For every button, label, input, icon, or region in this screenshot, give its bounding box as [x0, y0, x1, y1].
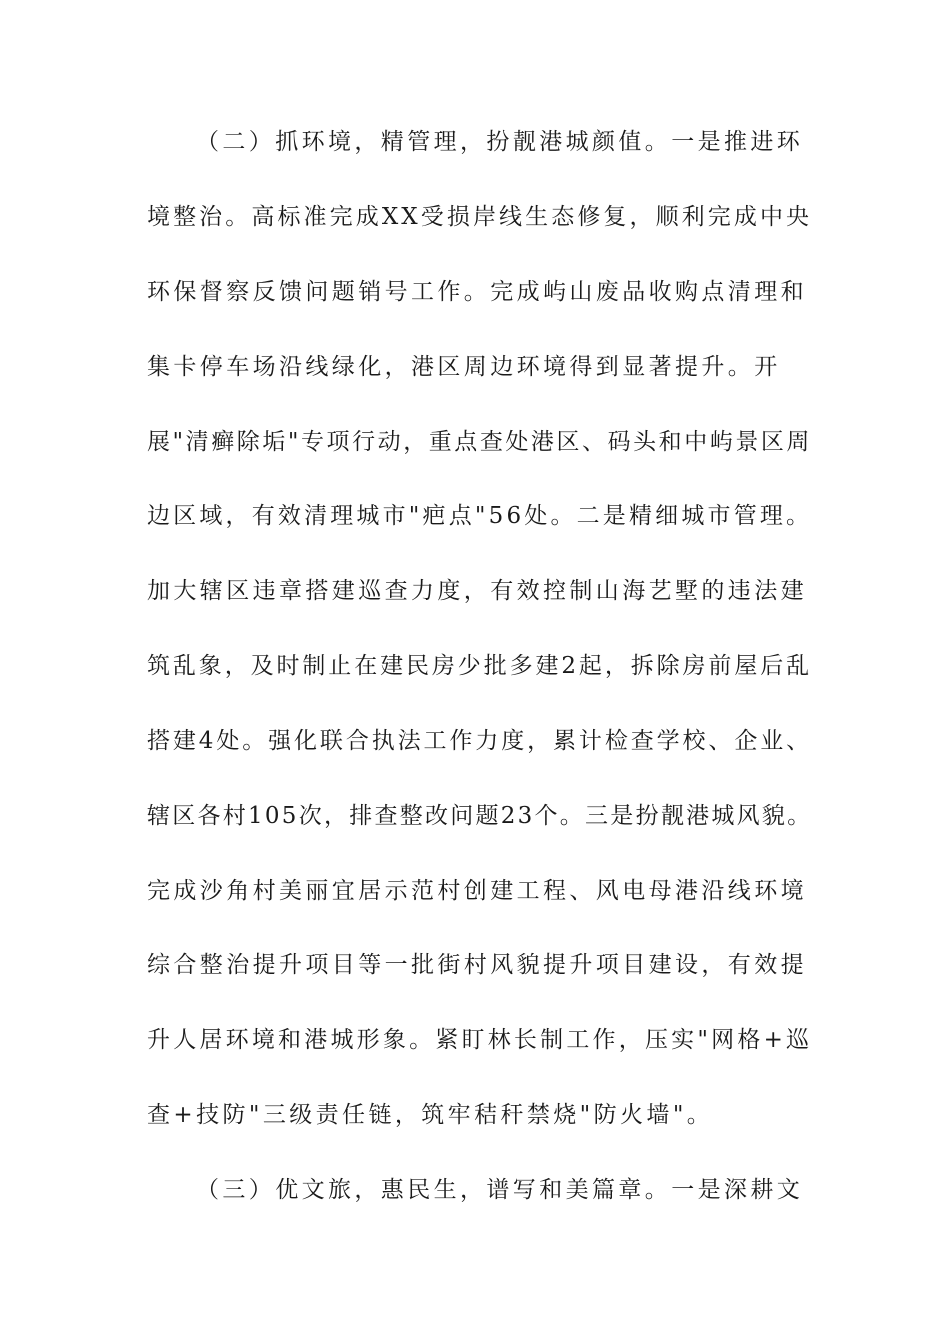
paragraph-2-line-14: 查+技防"三级责任链，筑牢秸秆禁烧"防火墙"。 [147, 1102, 714, 1128]
paragraph-2-line-11: 完成沙角村美丽宜居示范村创建工程、风电母港沿线环境 [147, 878, 807, 904]
paragraph-2-line-10: 辖区各村105次，排查整改问题23个。三是扮靓港城风貌。 [147, 803, 813, 829]
paragraph-2-line-1: （二）抓环境，精管理，扮靓港城颜值。一是推进环 [196, 129, 804, 155]
paragraph-2-line-9: 搭建4处。强化联合执法工作力度，累计检查学校、企业、 [147, 728, 813, 754]
paragraph-2-line-8: 筑乱象，及时制止在建民房少批多建2起，拆除房前屋后乱 [147, 653, 813, 679]
paragraph-2-line-7: 加大辖区违章搭建巡查力度，有效控制山海艺墅的违法建 [147, 578, 807, 604]
paragraph-2-line-5: 展"清癣除垢"专项行动，重点查处港区、码头和中屿景区周 [147, 429, 812, 455]
paragraph-3-line-1: （三）优文旅，惠民生，谱写和美篇章。一是深耕文 [196, 1177, 804, 1203]
paragraph-2-line-12: 综合整治提升项目等一批街村风貌提升项目建设，有效提 [147, 952, 807, 978]
paragraph-2-line-4: 集卡停车场沿线绿化，港区周边环境得到显著提升。开 [147, 354, 781, 380]
paragraph-2-line-3: 环保督察反馈问题销号工作。完成屿山废品收购点清理和 [147, 279, 807, 305]
paragraph-2-line-2: 境整治。高标准完成XX受损岸线生态修复，顺利完成中央 [147, 204, 813, 230]
paragraph-2-line-6: 边区域，有效清理城市"疤点"56处。二是精细城市管理。 [147, 503, 813, 529]
paragraph-2-line-13: 升人居环境和港城形象。紧盯林长制工作，压实"网格+巡 [147, 1027, 813, 1053]
